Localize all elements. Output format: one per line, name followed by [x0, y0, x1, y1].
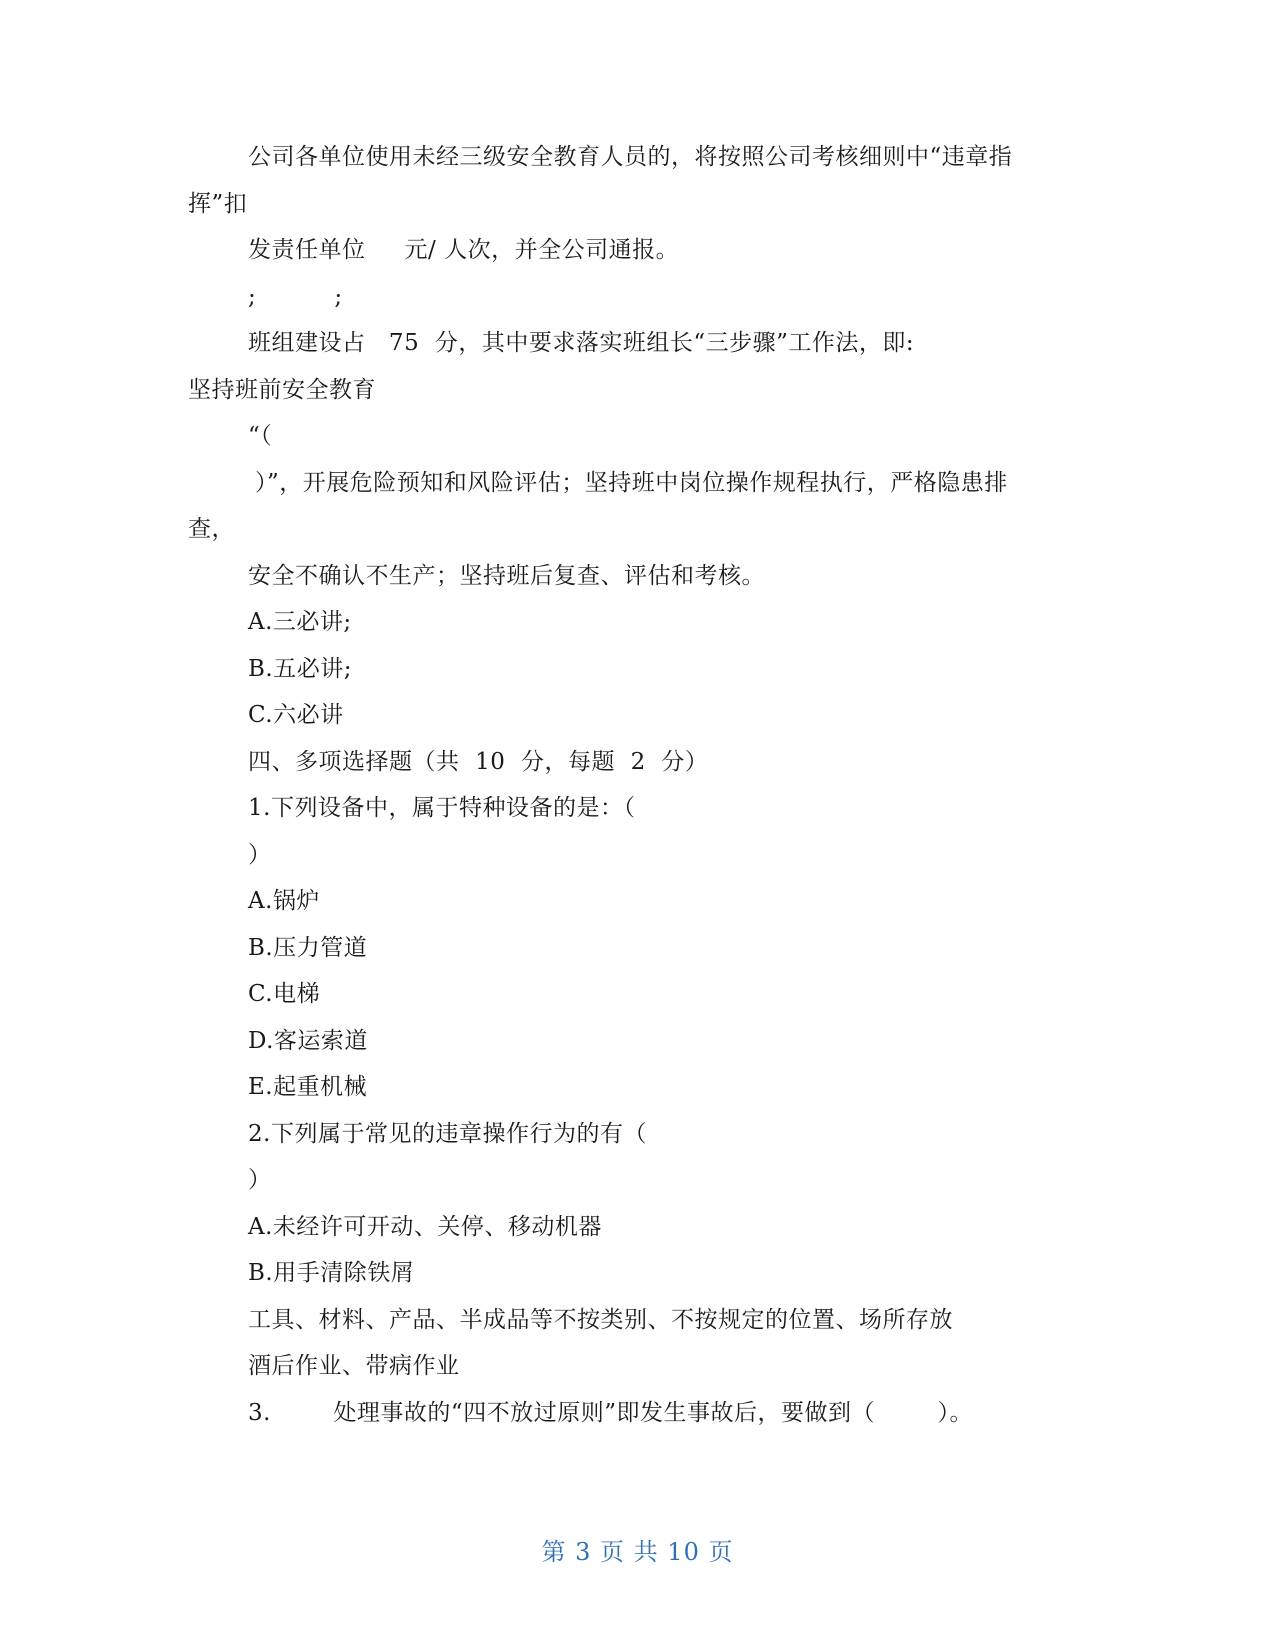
- option-line: A.锅炉: [248, 888, 320, 914]
- question-line: 2.下列属于常见的违章操作行为的有（: [248, 1121, 647, 1147]
- option-line: D.客运索道: [248, 1028, 368, 1054]
- option-line: E.起重机械: [248, 1074, 368, 1100]
- option-line: C.电梯: [248, 981, 321, 1007]
- page-number-footer: 第 3 页 共 10 页: [541, 1538, 734, 1566]
- paragraph-line: 坚持班前安全教育: [188, 377, 376, 403]
- paragraph-line: 安全不确认不生产；坚持班后复查、评估和考核。: [248, 563, 765, 589]
- paragraph-line: 发责任单位 元/ 人次，并全公司通报。: [248, 237, 680, 263]
- question-line: ）: [248, 1167, 272, 1193]
- option-line: 酒后作业、带病作业: [248, 1353, 460, 1379]
- paragraph-line: 班组建设占 75 分，其中要求落实班组长“三步骤”工作法，即:: [248, 330, 915, 356]
- option-line: B.用手清除铁屑: [248, 1260, 415, 1286]
- paragraph-line: 公司各单位使用未经三级安全教育人员的，将按照公司考核细则中“违章指: [248, 144, 1013, 170]
- paragraph-line: ）”，开展危险预知和风险评估；坚持班中岗位操作规程执行，严格隐患排: [255, 470, 1008, 496]
- question-line: ）: [248, 842, 272, 868]
- option-line: B.五必讲;: [248, 656, 352, 682]
- paragraph-line: “（: [248, 423, 273, 449]
- option-line: B.压力管道: [248, 935, 368, 961]
- option-line: 工具、材料、产品、半成品等不按类别、不按规定的位置、场所存放: [248, 1307, 953, 1333]
- paragraph-line: 挥”扣: [188, 191, 248, 217]
- option-line: A.未经许可开动、关停、移动机器: [248, 1214, 602, 1240]
- question-line: 1.下列设备中，属于特种设备的是：（: [248, 795, 636, 821]
- section-heading: 四、多项选择题（共 10 分，每题 2 分）: [248, 749, 709, 775]
- option-line: A.三必讲;: [248, 609, 352, 635]
- question-line: 3. 处理事故的“四不放过原则”即发生事故后，要做到（ ）。: [248, 1400, 973, 1426]
- paragraph-line: 查，: [188, 516, 235, 542]
- paragraph-line: ; ;: [248, 284, 343, 310]
- option-line: C.六必讲: [248, 702, 344, 728]
